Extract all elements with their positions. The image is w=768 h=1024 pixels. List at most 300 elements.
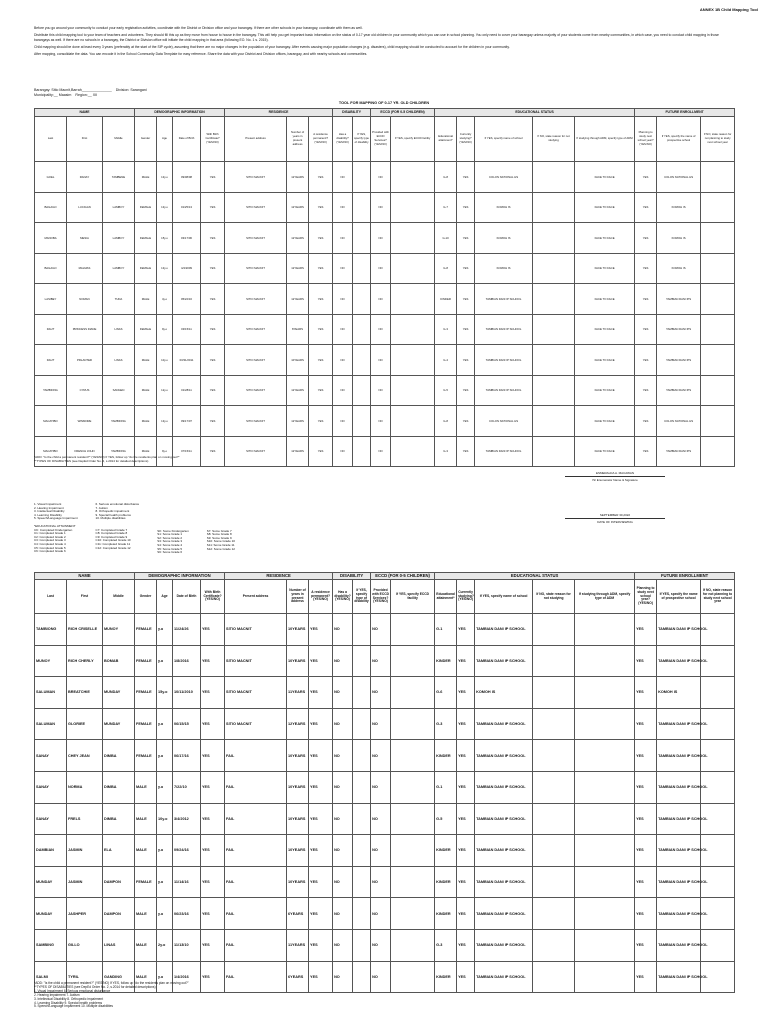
column-header: If YES, specify the name of prospective school <box>657 580 701 614</box>
table-cell: 12YEARS <box>287 192 309 223</box>
table-cell: MACATIBO <box>35 436 67 467</box>
table-cell: FAIL <box>225 803 287 835</box>
table-cell: TAMBIONG <box>103 406 135 437</box>
table-cell: YES <box>201 253 225 284</box>
table-cell <box>353 866 371 898</box>
table-cell: 06/17/16 <box>173 740 201 772</box>
table-cell: 11/14/16 <box>173 866 201 898</box>
table-cell: 10YEARS <box>287 866 309 898</box>
code: C7: Completed Grade 7 <box>95 527 128 532</box>
table-cell <box>353 961 371 993</box>
table-cell: KOMOH IS <box>475 192 533 223</box>
table-cell: TAMBIAN DANI IP SCHOOL <box>475 961 533 993</box>
table-cell: 10YEARS <box>287 345 309 376</box>
table-cell: G-10 <box>435 223 457 254</box>
table-cell: NO <box>371 866 391 898</box>
table-cell: FEMALE <box>135 645 157 677</box>
table-cell <box>575 803 635 835</box>
code: S6: Some Grade 6 <box>157 550 183 555</box>
code: C8: Completed Grade 8 <box>95 531 128 536</box>
table-cell: FACE TO FACE <box>575 345 635 376</box>
table-cell: NO <box>333 406 353 437</box>
table-cell: SITIO MACNIT <box>225 345 287 376</box>
code: 2. Hearing Impairment <box>34 505 64 510</box>
table-cell <box>353 614 371 646</box>
footnote: 1. Visual Impairment 6. Serious emotional disturbance <box>34 988 111 993</box>
table-cell <box>391 866 435 898</box>
table-cell: FAIL <box>225 961 287 993</box>
group-header-row <box>35 573 735 580</box>
table-cell <box>701 284 735 315</box>
table-cell: YES <box>635 645 657 677</box>
column-header: If YES, specify name of school <box>475 117 533 162</box>
table-cell: YES <box>457 192 475 223</box>
table-cell: YES <box>201 898 225 930</box>
table-cell: 12YEARS <box>287 162 309 193</box>
table-cell: YES <box>309 835 333 867</box>
table-cell: 1/8/2016 <box>173 645 201 677</box>
table-row <box>35 803 735 835</box>
table-cell: 09/24/16 <box>173 835 201 867</box>
table-cell: YES <box>635 436 657 467</box>
table-cell <box>391 771 435 803</box>
table-cell <box>391 345 435 376</box>
table-cell: YES <box>309 223 333 254</box>
table-cell: YES <box>309 314 333 345</box>
table-cell: 6YEARS <box>287 898 309 930</box>
table-cell: 09/17/07 <box>173 406 201 437</box>
mapping-table-2 <box>34 572 735 993</box>
table-cell: SITIO MACNIT <box>225 708 287 740</box>
table-cell: SITIO MACNIT <box>225 645 287 677</box>
table-cell: KOMOH IS <box>657 677 701 709</box>
table-cell <box>353 284 371 315</box>
table-cell <box>391 284 435 315</box>
table-cell: MESIA <box>67 223 103 254</box>
table-cell: YES <box>201 866 225 898</box>
table-cell: TAMBIONG <box>103 436 135 467</box>
table-cell: YES <box>457 253 475 284</box>
column-header: If YES, specify the name of prospective school <box>657 117 701 162</box>
table-cell: FEMALE <box>135 223 157 254</box>
table-cell: YES <box>309 345 333 376</box>
table-cell: YES <box>309 436 333 467</box>
group-eccd: ECCD (FOR 0-5 CHILDREN) <box>371 573 435 580</box>
table-cell <box>353 406 371 437</box>
table-cell <box>391 223 435 254</box>
table-cell <box>391 740 435 772</box>
column-header: If YES, specify type of disability <box>353 580 371 614</box>
table-cell: FAIL <box>225 929 287 961</box>
table-cell <box>391 929 435 961</box>
table-cell: 4/4/2009 <box>173 253 201 284</box>
footnote: *ADD: "Is the child a permanent resident?" (YES/NO) If YES, follow up "do the residents plan on moving out?" <box>34 981 189 985</box>
table-cell: 10YEARS <box>287 771 309 803</box>
table-cell: NO <box>333 835 353 867</box>
table-cell <box>575 866 635 898</box>
table-cell: y.o <box>157 961 173 993</box>
table-cell: TAMBIAN DANI IP SCHOOL <box>657 740 701 772</box>
footnote: **TYPES OF DISABILITIES (see DepEd Order No. 2, s.2014 for detailed descriptions) <box>34 984 156 989</box>
column-header: Provided with ECCD Services? (YES/NO) <box>371 117 391 162</box>
division-field: Division: Sarangani <box>115 88 147 92</box>
table-cell: SALMI <box>35 961 67 993</box>
table-cell <box>391 645 435 677</box>
group-eccd: ECCD (FOR 0-5 CHILDREN) <box>371 109 435 117</box>
table-cell: TAMBIONG <box>35 614 67 646</box>
table-cell: 10y.o <box>157 803 173 835</box>
group-future-enrollment: FUTURE ENROLLMENT <box>635 573 735 580</box>
table-cell: BAGAGO <box>35 253 67 284</box>
table-cell <box>701 314 735 345</box>
table-cell <box>533 406 575 437</box>
column-header: Age <box>157 117 173 162</box>
table-cell: FEMALE <box>135 192 157 223</box>
footnotes-bottom <box>34 982 189 1009</box>
interview-date-label: DATE OF INTERVIEWING <box>565 518 665 524</box>
table-cell: KOMOH IS <box>475 223 533 254</box>
table-cell: YES <box>309 192 333 223</box>
table-cell: YES <box>635 253 657 284</box>
table-cell: TAMBIAN DANI IP SCHOOL <box>475 866 533 898</box>
table-cell: SALUMAN <box>35 708 67 740</box>
table-cell: TUDA <box>103 284 135 315</box>
table-cell: YES <box>635 898 657 930</box>
table-cell: YES <box>201 284 225 315</box>
table-cell: NO <box>333 898 353 930</box>
table-cell: FEMALE <box>135 253 157 284</box>
table-cell: NO <box>371 284 391 315</box>
table-cell: FACE TO FACE <box>575 284 635 315</box>
table-cell: GANDING <box>103 961 135 993</box>
table-cell <box>391 898 435 930</box>
group-demographic: DEMOGRAPHIC INFORMATION <box>135 109 225 117</box>
education-codes-col <box>207 503 235 555</box>
table-cell: NO <box>371 223 391 254</box>
code: 5. Speech/Language Impairment <box>34 516 78 521</box>
table-cell: YES <box>309 406 333 437</box>
table-cell: NO <box>333 771 353 803</box>
code: 3. Intellectual Disability <box>34 509 65 514</box>
table-cell: 05/22/16 <box>173 284 201 315</box>
table-cell: SITIO MACNIT <box>225 375 287 406</box>
table-cell: NO <box>333 192 353 223</box>
table-cell <box>353 192 371 223</box>
table-cell: y.o <box>157 771 173 803</box>
table-cell: MUNDAY <box>35 866 67 898</box>
table-cell: G-6 <box>435 677 457 709</box>
table-cell: YES <box>457 284 475 315</box>
table-cell: 01/28/11 <box>173 375 201 406</box>
table-cell: YES <box>457 898 475 930</box>
table-cell: MALE <box>135 835 157 867</box>
code: S5: Some Grade 5 <box>157 546 183 551</box>
group-demographic: DEMOGRAPHIC INFORMATION <box>135 573 225 580</box>
table-cell <box>533 253 575 284</box>
table-cell <box>533 803 575 835</box>
table-cell: LUCIGAN <box>67 192 103 223</box>
table-cell: GOEL <box>35 162 67 193</box>
table-cell: NO <box>371 614 391 646</box>
table-cell: LAMBOY <box>103 253 135 284</box>
table-cell: NO <box>371 645 391 677</box>
table-cell: 10YEARS <box>287 835 309 867</box>
table-cell: NO <box>371 803 391 835</box>
code: C9: Completed Grade 9 <box>95 534 128 539</box>
table-cell: TAMBIAN DANI IP SCHOOL <box>475 898 533 930</box>
column-header: If NO, state reason for not planning to study next school year <box>701 580 735 614</box>
table-cell <box>575 614 635 646</box>
table-cell: MALE <box>135 929 157 961</box>
table-cell: YES <box>635 835 657 867</box>
table-cell: CHEY JEAN <box>67 740 103 772</box>
table-cell: YES <box>635 162 657 193</box>
table-cell: TAMBIAN DANI IPS <box>657 436 701 467</box>
table-cell: YES <box>635 284 657 315</box>
table-cell: 12YEARS <box>287 223 309 254</box>
table-cell: SAMBING <box>35 929 67 961</box>
table-cell: NO <box>371 375 391 406</box>
code: C6: Completed Grade 6 <box>34 549 66 554</box>
table-row <box>35 771 735 803</box>
column-header: First <box>67 117 103 162</box>
table-cell: YES <box>201 835 225 867</box>
table-cell <box>533 835 575 867</box>
table-cell: YES <box>201 223 225 254</box>
intro-instructions <box>34 26 734 59</box>
table-cell: YES <box>635 961 657 993</box>
table-cell: TAMBIAN DANI IPS <box>657 345 701 376</box>
enumerator-signature <box>535 471 695 482</box>
table-cell: JASMIN <box>67 835 103 867</box>
table-cell: TAMBIAN DANI IP SCHOOL <box>475 614 533 646</box>
table-cell: TAMBIAN DANI IP SCHOOL <box>475 345 533 376</box>
table-cell: SITIO MACNIT <box>225 253 287 284</box>
table-cell: YES <box>201 803 225 835</box>
table-cell: YES <box>309 740 333 772</box>
table-cell: G-3 <box>435 436 457 467</box>
code: S1: Some Grade 1 <box>157 532 183 537</box>
column-header-row <box>35 580 735 614</box>
table-cell <box>575 645 635 677</box>
table-cell: MANOBA <box>35 223 67 254</box>
table-cell: YES <box>457 835 475 867</box>
table-cell: MALE <box>135 284 157 315</box>
table-cell: G-3 <box>435 314 457 345</box>
table-cell: NO <box>333 929 353 961</box>
table-cell: YES <box>457 961 475 993</box>
table-cell: SANGEN <box>103 375 135 406</box>
table-cell: SANAY <box>35 803 67 835</box>
table-cell: PRLANTER <box>67 345 103 376</box>
table-cell: 2y.o <box>157 929 173 961</box>
table-cell: RANAY <box>67 162 103 193</box>
table-cell: YES <box>457 708 475 740</box>
table-cell <box>701 223 735 254</box>
footnote: **TYPES OF DISABILITIES (see DepEd Order No. 2, s.2014 for detailed descriptions) <box>34 458 149 463</box>
code: SK: Some Kindergarten <box>157 528 189 533</box>
education-title: *EDUCATIONAL ATTAINMENT <box>34 523 76 528</box>
table-cell: 15y.o <box>157 223 173 254</box>
table-cell: TAMBIAN DANI IP SCHOOL <box>657 961 701 993</box>
table-cell: YES <box>201 345 225 376</box>
column-header: First <box>67 580 103 614</box>
column-header: If studying through ADM, specify type of ADM <box>575 580 635 614</box>
code: 1. Visual Impairment <box>34 502 62 506</box>
table-row <box>35 253 735 284</box>
table-cell <box>391 677 435 709</box>
column-header: Number of years in present address <box>287 580 309 614</box>
education-codes-col <box>157 503 189 555</box>
table-cell: SITIO MACNIT <box>225 284 287 315</box>
table-row <box>35 406 735 437</box>
table-cell: 12YEARS <box>287 436 309 467</box>
table-cell: COLON NATIONAL HS <box>475 406 533 437</box>
table-cell <box>533 436 575 467</box>
table-row <box>35 835 735 867</box>
table-cell: 4y.o <box>157 284 173 315</box>
table-row <box>35 898 735 930</box>
table-cell: TAMBIAN DANI IP SCHOOL <box>475 375 533 406</box>
table-row <box>35 740 735 772</box>
table-cell: FEMALE <box>135 314 157 345</box>
table-cell <box>391 961 435 993</box>
table-cell: SITIO MACNIT <box>225 314 287 345</box>
table-cell: KOMOH IS <box>657 223 701 254</box>
table-cell: BOMAB <box>103 645 135 677</box>
table-cell: YES <box>457 771 475 803</box>
table-cell: NO <box>371 835 391 867</box>
table-cell <box>575 898 635 930</box>
table-cell <box>353 345 371 376</box>
table-cell: YES <box>201 708 225 740</box>
table-cell <box>353 223 371 254</box>
table-cell: NO <box>333 345 353 376</box>
table-cell: DAMBIAN <box>35 835 67 867</box>
group-header-row <box>35 109 735 117</box>
barangay-field: Barangay: Sitio Macnit,Barrah_______________ <box>34 88 112 92</box>
table-cell: MALE <box>135 406 157 437</box>
table-cell: TAMBIAN DANI IP SCHOOL <box>475 645 533 677</box>
column-header: If NO, state reason for not studying <box>533 580 575 614</box>
column-header: Age <box>157 580 173 614</box>
table-cell: KINDER <box>435 645 457 677</box>
footnote: 5. Speech/Language Impairment 10. Multiple disabilities <box>34 1004 114 1009</box>
table-cell: LINAS <box>103 929 135 961</box>
column-header-row <box>35 117 735 162</box>
table-cell: NO <box>333 375 353 406</box>
table-cell: TAMBIAN DANI IPS <box>657 314 701 345</box>
column-header: A residence permanent? (YES/NO) <box>309 117 333 162</box>
table-cell: 12y.o <box>157 375 173 406</box>
table-cell: NO <box>371 162 391 193</box>
table-cell <box>533 961 575 993</box>
table-cell: KOMOH IS <box>657 253 701 284</box>
table-cell: 11/24/26 <box>173 614 201 646</box>
table-cell <box>701 253 735 284</box>
table-cell <box>353 436 371 467</box>
column-header: Gender <box>135 117 157 162</box>
table-cell <box>533 314 575 345</box>
table-cell: YES <box>457 436 475 467</box>
table-cell: NO <box>371 740 391 772</box>
table-cell: NO <box>371 898 391 930</box>
table-cell: SITIO MACNIT <box>225 162 287 193</box>
code: 6. Serious emotional disturbance <box>95 502 140 506</box>
table-cell: YES <box>635 223 657 254</box>
code: C11: Completed Grade 11 <box>95 541 131 546</box>
table-cell: MUNDAY <box>103 677 135 709</box>
table-cell: TAMBIAN DANI IP SCHOOL <box>657 645 701 677</box>
table-cell: KINDER <box>435 740 457 772</box>
table-cell <box>575 771 635 803</box>
code: C4: Completed Grade 4 <box>34 541 66 546</box>
table-cell: TAMBIONG <box>35 375 67 406</box>
table-cell: NORMA <box>67 771 103 803</box>
intro-paragraph: After mapping, consolidate the data. You can encode it in the School Community Data Template for easy reference. Share the data with your District and Division offices, barangay, and with nearby schools and communities. <box>34 52 368 57</box>
table-cell: MALE <box>135 803 157 835</box>
table-cell: YES <box>201 436 225 467</box>
table-cell: SALUMAN <box>35 677 67 709</box>
table-cell <box>533 740 575 772</box>
code: C12: Completed Grade 12 <box>95 545 131 550</box>
table-cell: MALE <box>135 898 157 930</box>
table-cell: 07/15/11 <box>173 436 201 467</box>
table-cell: FEMALE <box>135 740 157 772</box>
table-cell: YES <box>309 614 333 646</box>
table-cell: 6YEARS <box>287 961 309 993</box>
table-cell: FRENCH JOHN <box>67 436 103 467</box>
table-cell: TAMBIAN DANI IP SCHOOL <box>657 929 701 961</box>
table-cell: YES <box>201 406 225 437</box>
interview-date-value: SEPTEMBER 30,2022 <box>599 513 631 517</box>
group-educational-status: EDUCATIONAL STATUS <box>435 573 635 580</box>
table-cell: 12YEARS <box>287 253 309 284</box>
table-cell: FAIL <box>225 740 287 772</box>
column-header: Last <box>35 117 67 162</box>
table-cell: y.o <box>157 835 173 867</box>
table-cell: NO <box>371 192 391 223</box>
table-row <box>35 192 735 223</box>
intro-paragraph: Child mapping should be done at least every 3 years (preferably at the start of the SIP cycle), assuming that there are no major changes in the population of your barangay. After events causing major population changes (e.g. disasters), child mapping should be conducted to account for the children in your community. <box>34 44 510 49</box>
table-cell: NO <box>371 708 391 740</box>
table-cell <box>533 898 575 930</box>
column-header: If YES, specify ECCD facility <box>391 580 435 614</box>
table-cell: MALE <box>135 345 157 376</box>
code: 7. Autism <box>95 505 108 510</box>
table-cell: NO <box>333 614 353 646</box>
table-cell: KOMOH IS <box>657 192 701 223</box>
table-cell: YES <box>635 406 657 437</box>
table-cell <box>353 929 371 961</box>
table-cell: TAMBIAN DANI IP SCHOOL <box>475 803 533 835</box>
table-cell: 3/4/2012 <box>173 803 201 835</box>
table-cell: MALMAS <box>67 253 103 284</box>
table-cell: FACE TO FACE <box>575 314 635 345</box>
table-row <box>35 375 735 406</box>
table-cell: 1/4/2016 <box>173 961 201 993</box>
table-cell: FACE TO FACE <box>575 436 635 467</box>
table-cell: FAIL <box>225 771 287 803</box>
table-cell: TAMBIAN DANI IP SCHOOL <box>475 929 533 961</box>
table-cell: G-1 <box>435 614 457 646</box>
table-cell: YES <box>457 803 475 835</box>
table-cell: YES <box>457 740 475 772</box>
table-cell: FEMALE <box>135 677 157 709</box>
table-cell: YES <box>635 771 657 803</box>
table-cell <box>533 345 575 376</box>
table-cell <box>533 866 575 898</box>
